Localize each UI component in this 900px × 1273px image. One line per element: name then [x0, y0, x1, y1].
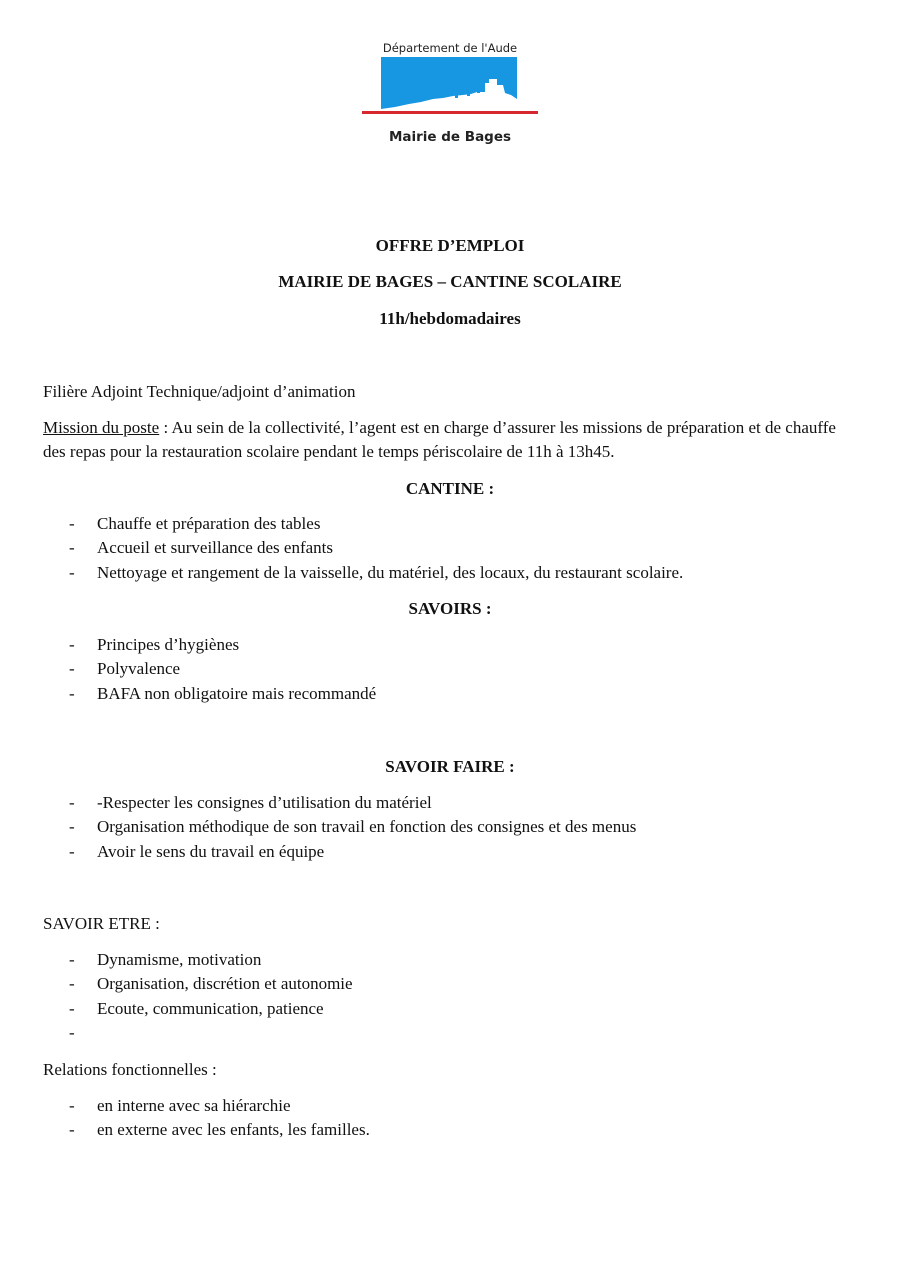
list-item — [0, 561, 900, 585]
list-item-text: Avoir le sens du travail en équipe — [97, 841, 325, 861]
list-item-text: en externe avec les enfants, les familles. — [97, 1120, 370, 1140]
list-dash: - — [69, 1120, 75, 1140]
list-item — [0, 1021, 900, 1045]
list-item — [0, 972, 900, 996]
mission-paragraph — [43, 416, 858, 464]
list-item-text: Accueil et surveillance des enfants — [97, 538, 334, 558]
relations-heading: Relations fonctionnelles : — [43, 1060, 217, 1079]
list-dash: - — [69, 817, 75, 837]
cantine-list — [0, 512, 900, 585]
list-item — [0, 815, 900, 839]
list-dash: - — [69, 1096, 75, 1115]
list-dash: - — [69, 841, 75, 861]
list-dash: - — [69, 538, 75, 558]
list-item — [0, 682, 900, 706]
mission-text: : Au sein de la collectivité, l’agent est en charge d’assurer les missions de préparation et de chauffe des repas pour la restauration scolaire pendant le temps périscolaire de 11h à 13h45. — [43, 418, 836, 461]
list-item — [0, 1118, 900, 1142]
list-item — [0, 512, 900, 536]
list-item — [0, 791, 900, 815]
logo-mairie-text: Mairie de Bages — [388, 129, 512, 145]
list-item — [0, 536, 900, 560]
logo-red-line — [362, 111, 538, 114]
list-dash: - — [69, 683, 75, 703]
list-item — [0, 1094, 900, 1118]
list-dash: - — [69, 562, 75, 582]
savoir-faire-heading: SAVOIR FAIRE : — [385, 757, 515, 776]
savoir-etre-list — [0, 948, 900, 1045]
list-item — [0, 633, 900, 657]
relations-list — [0, 1094, 900, 1143]
savoir-faire-list — [0, 791, 900, 864]
list-item-text: en interne avec sa hiérarchie — [97, 1096, 291, 1115]
list-item-text: BAFA non obligatoire mais recommandé — [97, 683, 377, 703]
list-item — [0, 948, 900, 972]
filiere-text: Filière Adjoint Technique/adjoint d’animation — [43, 382, 356, 401]
list-item-text: -Respecter les consignes d’utilisation du matériel — [97, 793, 432, 812]
list-item-text: Organisation, discrétion et autonomie — [97, 974, 353, 994]
list-item-text: Nettoyage et rangement de la vaisselle, du matériel, des locaux, du restaurant scolaire. — [97, 562, 684, 582]
list-item — [0, 840, 900, 864]
savoirs-heading: SAVOIRS : — [408, 599, 492, 618]
list-dash: - — [69, 514, 75, 533]
savoir-etre-heading: SAVOIR ETRE : — [43, 914, 160, 933]
list-dash: - — [69, 659, 75, 679]
list-item-text: Ecoute, communication, patience — [97, 998, 324, 1018]
mairie-logo — [362, 40, 538, 146]
list-dash: - — [69, 635, 75, 654]
list-dash: - — [69, 998, 75, 1018]
list-item-text: Chauffe et préparation des tables — [97, 514, 321, 533]
list-item-text: Organisation méthodique de son travail en fonction des consignes et des menus — [97, 817, 637, 837]
list-dash: - — [69, 974, 75, 994]
savoirs-list — [0, 633, 900, 706]
list-item — [0, 997, 900, 1021]
list-item-text: Principes d’hygiènes — [97, 635, 240, 654]
village-silhouette-icon — [381, 57, 517, 125]
offer-subtitle: MAIRIE DE BAGES – CANTINE SCOLAIRE — [278, 272, 622, 291]
list-dash: - — [69, 950, 75, 969]
mission-label: Mission du poste — [43, 418, 160, 437]
list-dash: - — [69, 793, 75, 812]
logo-department-text: Département de l'Aude — [382, 41, 518, 55]
list-dash: - — [69, 1022, 75, 1042]
list-item-text: Polyvalence — [97, 659, 181, 679]
offer-hours: 11h/hebdomadaires — [379, 309, 521, 328]
cantine-heading: CANTINE : — [405, 479, 495, 498]
offer-title: OFFRE D’EMPLOI — [375, 236, 525, 255]
list-item — [0, 657, 900, 681]
list-item-text: Dynamisme, motivation — [97, 950, 262, 969]
